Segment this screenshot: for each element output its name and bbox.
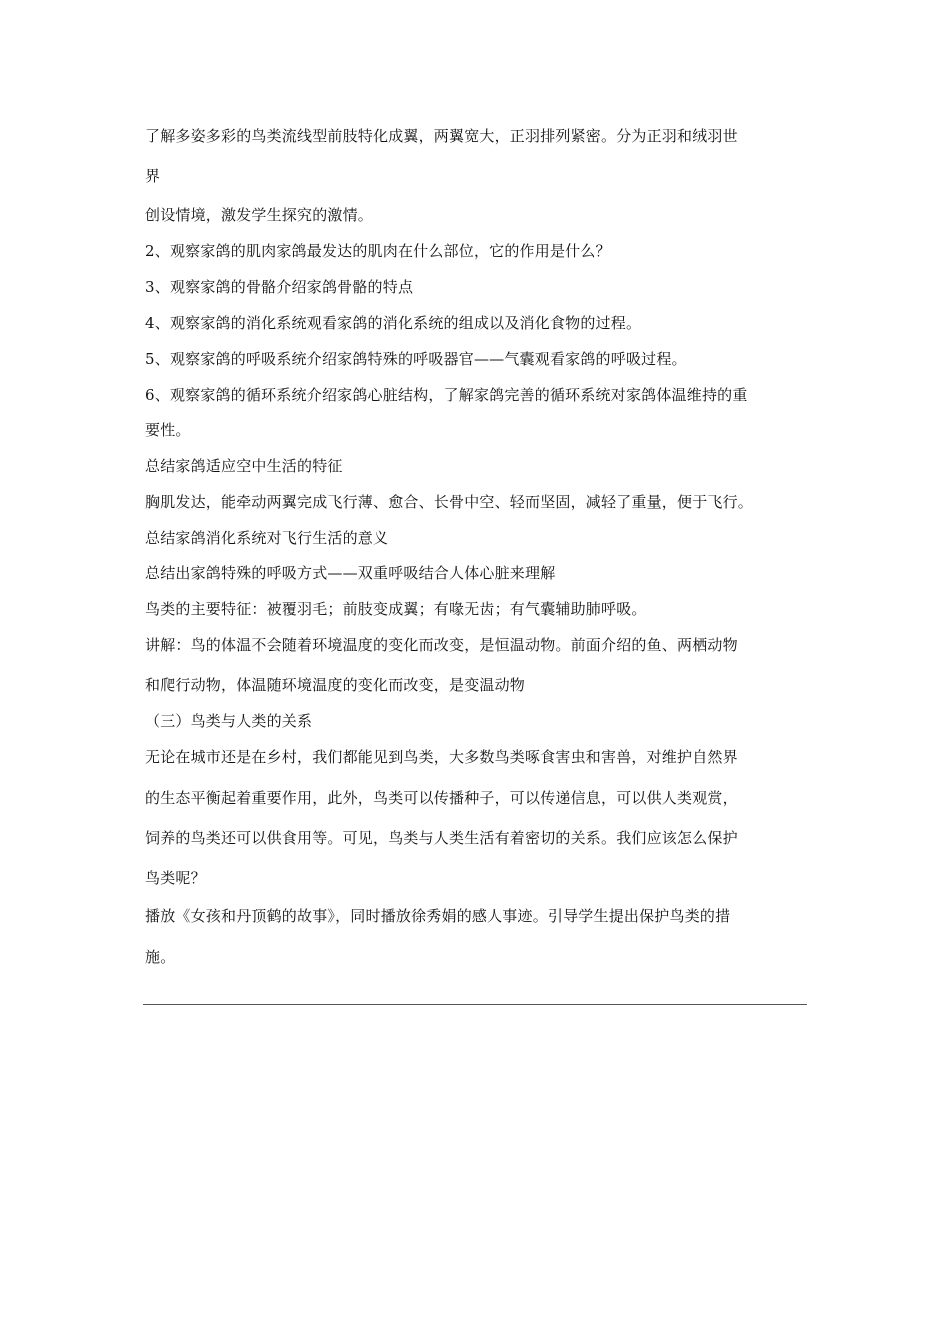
section-heading: （三）鸟类与人类的关系 <box>145 712 313 730</box>
text-line: 讲解：鸟的体温不会随着环境温度的变化而改变，是恒温动物。前面介绍的鱼、两栖动物 <box>145 636 738 654</box>
text-line: 总结家鸽消化系统对飞行生活的意义 <box>145 529 389 547</box>
text-line: 2、观察家鸽的肌肉家鸽最发达的肌肉在什么部位，它的作用是什么？ <box>145 242 611 260</box>
text-line: 创设情境，激发学生探究的激情。 <box>145 206 374 224</box>
text-line: 和爬行动物，体温随环境温度的变化而改变，是变温动物 <box>145 676 526 694</box>
text-line: 3、观察家鸽的骨骼介绍家鸽骨骼的特点 <box>145 278 414 296</box>
text-line: 饲养的鸟类还可以供食用等。可见，鸟类与人类生活有着密切的关系。我们应该怎么保护 <box>145 829 738 847</box>
text-line: 无论在城市还是在乡村，我们都能见到鸟类，大多数鸟类啄食害虫和害兽，对维护自然界 <box>145 748 738 766</box>
text-line: 总结出家鸽特殊的呼吸方式——双重呼吸结合人体心脏来理解 <box>145 564 556 582</box>
text-line: 界 <box>145 167 161 185</box>
text-line: 5、观察家鸽的呼吸系统介绍家鸽特殊的呼吸器官——气囊观看家鸽的呼吸过程。 <box>145 350 687 368</box>
text-line: 4、观察家鸽的消化系统观看家鸽的消化系统的组成以及消化食物的过程。 <box>145 314 642 332</box>
text-line: 要性。 <box>145 421 191 439</box>
text-line: 总结家鸽适应空中生活的特征 <box>145 457 343 475</box>
text-line: 了解多姿多彩的鸟类流线型前肢特化成翼，两翼宽大，正羽排列紧密。分为正羽和绒羽世 <box>145 127 738 145</box>
text-line: 播放《女孩和丹顶鹤的故事》，同时播放徐秀娟的感人事迹。引导学生提出保护鸟类的措 <box>145 907 731 925</box>
text-line: 6、观察家鸽的循环系统介绍家鸽心脏结构，了解家鸽完善的循环系统对家鸽体温维持的重 <box>145 386 748 404</box>
text-line: 施。 <box>145 948 176 966</box>
text-line: 鸟类呢？ <box>145 869 206 887</box>
footer-divider <box>143 1004 807 1005</box>
text-line: 的生态平衡起着重要作用，此外，鸟类可以传播种子，可以传递信息，可以供人类观赏， <box>145 789 738 807</box>
text-line: 胸肌发达，能牵动两翼完成飞行薄、愈合、长骨中空、轻而坚固，减轻了重量，便于飞行。 <box>145 493 754 511</box>
text-line: 鸟类的主要特征：被覆羽毛；前肢变成翼；有喙无齿；有气囊辅助肺呼吸。 <box>145 600 647 618</box>
